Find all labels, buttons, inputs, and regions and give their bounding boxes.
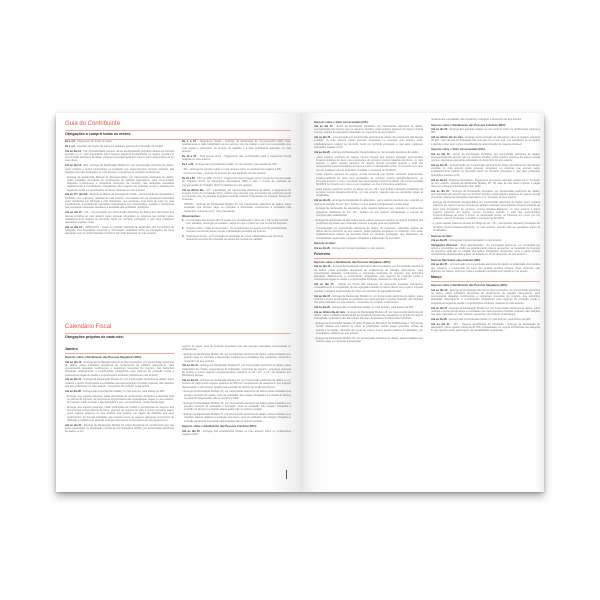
obligation-entry: - Entrega da Declaração Modelo 45, por transmissão eletrónica de dados pelas entidades que prestem serviços de saúde, caso as entidades não estejam obrigadas à emissão de faturas ou estando dispensadas não as tenham emitido. <box>182 390 291 400</box>
obligation-entry: - Entrega da Declaração Recapitulativa por transmissão eletrónica de dados pelos sujeitos passivos do regime normal mensal que tenham efetuado transmissões intracomunitárias de bens e/ou prestações de serviços noutros Estados-Membros, no mês anterior e pelos sujeitos passivos do regime normal trimestral quando o total das transmissões intracomunitárias de bens a incluir na declaração tenha, no trimestre em curso (ou em qualquer mês do trimestre), excedido o montante de 50.000 €. <box>431 201 540 221</box>
obligation-entry: Até ao último dia - IUC - Liquidação, por transmissão eletrónica de dados, e pagamento do Imposto Único de Circulação (IUC), relativo aos veículos cujo aniversário da matrícula ocorra no presente mês. As pessoas singulares poderão solicitar a liquidação em qualquer Serviço de Finanças. <box>182 188 292 202</box>
obligation-entry: - Imposto do Selo - Entrega do imposto do selo liquidado no mês anterior. <box>182 172 267 176</box>
tax-heading: Imposto Municipal sobre Imóveis (IMI): <box>431 259 481 263</box>
obligation-entry: Até ao dia 31 - Entrega da Declaração Modelo 10, pelas devedoras de rendimentos que não forem declarados na declaração mensal de remunerações (DMR), por transmissão eletrónica de dados ou em <box>65 423 174 434</box>
obligation-entry: Até ao dia 10 - Envio da Declaração Periódica, por transmissão eletrónica de dados, acompanhada dos anexos que se mostrem devidos, pelos sujeitos passivos do regime normal mensal, relativa às operações efetuadas em dezembro do ano anterior. <box>431 152 540 163</box>
left-s1-col1 <box>65 140 174 243</box>
obligation-entry: Até ao dia 20 - Entrega das importâncias retidas, no mês anterior, para efeitos de IRS. <box>314 305 414 309</box>
tax-heading: Imposto sobre o Valor Acrescentado (IVA): <box>431 148 486 152</box>
obligation-entry: De 1 a 8 - Pagamento do fundo de caixa. <box>65 140 113 143</box>
obligation-entry: Até ao dia 20 - Entrega das importâncias retidas, no mês anterior, para efeitos de IRS. <box>431 317 531 321</box>
obligation-entry: - Entrega, aos sujeitos passivos, pelas devedoras de rendimentos obrigados à retenção total ou parcial do imposto, de documento comprovativo das importâncias pagas no ano anterior, do imposto retido na fonte e das deduções a que, eventualmente, tenha havido lugar. <box>65 394 174 405</box>
month-heading-janeiro: Janeiro <box>65 347 78 351</box>
divider <box>65 130 291 131</box>
obligation-entry: Até ao dia 20 - Entrega das importâncias retidas, no mês anterior, para efeitos do IRS. <box>65 389 165 393</box>
month-heading-marco: Março <box>431 275 442 280</box>
obligation-entry: suporte de papel, para as pessoas singulares que não exerçam atividades empresariais ou profissionais. <box>182 345 291 352</box>
obligation-entry: Até ao dia 31 - IRS - Regime simplificado de tributação - Entrega da declaração de alterações, pelos sujeitos passivos de IRS, enquadrados no regime simplificado da categoria B, que queiram optar pelo regime da contabilidade organizada. <box>431 322 540 333</box>
obligation-entry: Até ao dia 31 - Entrega da declaração de alterações, pelos sujeitos passivos que, estando no regime de isenção do art.º 53.º, tenham no ano anterior ultrapassado o limite legal. <box>314 199 423 206</box>
obligation-entry: - IRC - Entrega do imposto retido no mês anterior sobre os rendimentos sujeitos a IRC. <box>182 167 283 171</box>
section-title-calendario: Calendário Fiscal <box>65 324 112 330</box>
booklet-spread <box>56 113 544 492</box>
obligation-entry: - Entrega da Declaração Modelo 47, por transmissão eletrónica de dados, pelas entidades que recebam valores relativos a encargos com lares, caso as entidades não estejam obrigadas à emissão de faturas ou estando dispensadas não as tenham emitido. <box>182 413 291 423</box>
obligation-entry: rendimentos a entidades não residentes, referente a dezembro do ano anterior. <box>431 118 523 121</box>
obligation-entry: Até ao dia 10 - Entrega da Declaração Mensal de Remunerações, por transmissão eletrónica de dados, pelas entidades devedoras de rendimentos de trabalho dependente, para comunicação daqueles rendimentos e respetivas retenções de imposto, das deduções efetuadas relativamente a contribuições obrigatórias para regimes de proteção social e subsistemas legais de saúde e a quotizações sindicais, relativas ao mês anterior. <box>431 288 540 305</box>
obligation-entry: Até ao dia 20 - Entrega do imposto liquidado no mês anterior. <box>314 246 386 250</box>
tax-heading: Imposto sobre o Rendimento das Pessoas Singulares (IRS): <box>314 261 391 265</box>
obligation-entry: - Entrega da Declaração Modelo 43 pelos Órgãos do Ministério da Solidariedade e Segurança Social, relativa aos valores de todas as prestações sociais pagas (pensões, bolsas de estudo e formação, subsídios de renda de casa e outros apoios públicos à habitação), por beneficiário, relativas ao ano anterior. <box>314 322 423 335</box>
obligation-entry: - pelos sujeitos passivos isentos ao abrigo do art.º 53.º, que tenham efetuado prestações de serviços noutros Estados-Membros, no mês anterior, quando nele as operações sejam aí localizadas. <box>314 187 423 198</box>
obligation-entry: Até ao dia 15 - Entrega da Declaração Periódica, por transmissão eletrónica de dados, acompanhada dos anexos que se mostrem devidos, pelos sujeitos passivos do regime normal trimestral, relativa às operações efetuadas no 4.º trimestre do ano anterior. <box>431 189 540 200</box>
obligation-entry: - Entrega da declaração de alterações pelos sujeitos passivos sujeitos ao regime forfetário dos produtores agrícolas que pretendam exercer a opção pela sua aplicação. <box>314 218 423 225</box>
section-title-guia: Guia do Contribuinte <box>65 121 121 127</box>
obligation-entry: Até ao dia 10 - Entrega da Declaração Mensal de Remunerações, por transmissão eletrónica de dados, pelas entidades devedoras de rendimentos de trabalho dependente, para comunicação daqueles rendimentos e respetivas retenções de imposto, das deduções efetuadas relativamente a contribuições obrigatórias para regimes de proteção social e subsistemas legais de saúde e a quotizações sindicais, relativas ao mês anterior. <box>65 360 174 377</box>
obligation-entry: - Entrega da declaração de alterações pelos sujeitos passivos que, estando no regime dos pequenos retalhistas do art.º 60.º, tenham no ano anterior ultrapassado o volume de compras nele estabelecido. <box>314 207 423 217</box>
observations-title: Observações: <box>182 213 201 218</box>
obligation-entry: Até ao dia 15 - Entrega da Declaração Modelo 11, por transmissão eletrónica de dados, pelos notários e outros funcionários ou entidades que desempenhem funções notariais, das relações dos atos praticados no mês anterior, suscetíveis de produzir rendimentos. <box>431 306 541 316</box>
obligation-entry: - pelos sujeitos passivos do regime normal trimestral que tenham efetuado transmissões intracomunitárias de bens e/ou prestações de serviços noutros Estados-Membros, no trimestre anterior, e que o montante das transmissões intracomunitárias não tenha excedido 50.000 € no trimestre em curso ou em qualquer um dos 4 trimestres anteriores. <box>314 173 423 187</box>
obligation-entry: Obrigações Diversas - Bens abandonados - As sociedades anónimas, em comandita por ações e instituições de crédito ou parabancárias devem apresentar na repartição de finanças do respetivo sede até um relação das ações, obrigações, dividendos, juros e outros valores considerados abandonados a favor do Estado em 31 de dezembro do ano anterior. <box>431 243 540 257</box>
obligation-entry: Até ao dia 15 - Indicar no Portal das Finanças os elementos pessoais relevantes, nomeadamente a composição do seu agregado familiar no último dia do ano a que o imposto respeite, mediante autenticação de todos os membros do agregado familiar. <box>314 283 423 293</box>
observations-list <box>182 219 291 242</box>
right-col1 <box>314 118 423 345</box>
obligation-entry: - IRS/IRC - Entrega da Declaração Modelo 30, por transmissão eletrónica de dados, pelas entidades que tenham pago ou colocado à disposição rendimentos a entidades não residentes, referente ao 2.º mês precedente. <box>182 203 291 213</box>
obligation-entry: Até ao dia 20 - Entrega das quantias retidas no mês anterior sobre os rendimentos sujeitos a IRC. <box>431 128 540 135</box>
left-s2-col2 <box>182 345 291 438</box>
tax-heading: Imposto sobre o Valor Acrescentado (IVA): <box>314 120 369 124</box>
obligation-entry: Até ao dia 15 - Regimes Periódicos - Pagamento do imposto apurado, relativo ao 4.º trimestre do ano anterior, através da declaração Modelo P2. No caso de não haver imposto a pagar deve ser entregue a declaração mod. 1093. <box>431 178 540 189</box>
tax-heading: Imposto sobre o Rendimento das Pessoas Singulares (IRS): <box>431 284 508 288</box>
tax-heading: Imposto sobre o Rendimento das Pessoas Coletivas (IRC): <box>431 123 506 127</box>
left-s1-col2 <box>182 140 291 243</box>
obligation-entry: Até ao 15.º dia útil - Reporte ao Banco de Portugal do COPE - Comunicação de Operações e Posições com o Exterior, relativas ao mês anterior, executadas com as transações efetuadas entre residentes em Portugal e não residentes, que envolvam uma troca de valor ou uma transferência, à exceção de operações relacionadas com deslocações, estadas e transportes que constituam despesas auxiliares à atividade das entidades residentes. <box>65 193 175 210</box>
obligation-entry: Até ao dia 31 - Entrega da Declaração Modelo 37, por transmissão eletrónica de dados, pelas instituições de crédito, cooperativas de habitação, empresas de seguros, empresas gestoras de fundos e outros regimes complementares referidos no art.º 16.º e 21.º do Estatuto dos Benefícios Fiscais. <box>182 364 291 378</box>
divider <box>431 281 540 282</box>
obligation-entry: - Entrega da Declaração Modelo 30, por transmissão eletrónica de dados, pelas entidades que tenham pago ou colocado à disposição rendimentos a entidades não residentes, referente a novembro do ano anterior. <box>182 353 291 363</box>
obligation-entry: De 1 a 20 - Entrega das importâncias retidas, no mês anterior, para efeitos de IRS. <box>182 162 278 166</box>
divider <box>65 353 174 354</box>
obligation-entry: Até ao último dia do mês - Entrega da Declaração Modelo 25, por transmissão eletrónica de dados, pelas entidades beneficiárias de donativos fiscalmente relevantes no âmbito do regime consagrado no Estatuto dos Benefícios Fiscais e do Estatuto do Mecenato Científico. <box>314 310 423 321</box>
tax-heading: Imposto sobre o Rendimento das Pessoas Coletivas (IRC): <box>182 425 257 429</box>
obligation-entry: De 10 a 20 - FCT ou (ME) e FGCT - Pagamento das entregas para o Fundo de Compensação do Trabalho (FCT) ou Mecanismo Equivalente (ME) e para o Fundo de Garantia de Compensação do Trabalho (FGCT) relativas ao mês anterior. <box>182 177 291 187</box>
obligation-entry: De 1 a 10 - Segurança Social - Entrega da declaração de remunerações (DR) onde, relativamente a cada trabalhador ao seu serviço, tem de indicar o valor da remuneração que está sujeita a descontos, os tempos de trabalho e a taxa contributiva aplicável, no mês anterior. <box>182 140 291 153</box>
obligation-entry: De 10 a 20 - Taxa Social Única - Pagamento das contribuições para a Segurança Social relativas ao mês anterior. <box>182 154 291 161</box>
right-page <box>300 113 544 492</box>
obligation-entry: Até ao dia 31 - Entrega da Declaração Modelo 44, por transmissão eletrónica de dados ou em suporte de papel pelos sujeitos passivos de IRS com rendimentos da categoria F que estejam dispensados e não tenham optado pela emissão de recibos de renda eletrónicos. <box>182 379 291 389</box>
month-heading-fevereiro: Fevereiro <box>314 251 331 256</box>
obligation-entry: - Entrega, aos sujeitos passivos, pelas instituições de crédito e companhias de seguros dos documentos comprovativos de juros, prémios de seguros de vida e outros encargos pagos pelos sujeitos passivos no ano anterior que possam ser objeto de dedução aos seus rendimentos. As demais entidades que recebam juros ou paguem despesas suscetíveis de dedução ou abatimento deverão entregar documento comprovativo de tais pagamentos. <box>65 405 174 422</box>
obligation-entry: Até ao dia 10 - IVA - Periodicidade mensal - Envio da declaração periódica relativa ao imposto apurado no 2.º mês precedente pelos sujeitos passivos enquadrados no regime normal por transmissão eletrónica de dados (Internet) acompanhada dos anexos nela mencionados se for caso disso. <box>65 149 174 163</box>
obligation-entry: Até ao dia 15 - Comunicação por transmissão eletrónica de dados dos elementos das faturas emitidas no mês anterior pelas pessoas singulares ou coletivas que tenham sede, estabelecimento estável ou domicílio fiscal em território português e que aqui pratiquem operações sujeitas a IVA. <box>431 163 540 177</box>
tax-heading: Imposto sobre o Rendimento das Pessoas Singulares (IRS): <box>65 356 142 360</box>
obligation-entry: - pelos sujeitos passivos do regime normal mensal que tenham efetuado transmissões intracomunitárias de bens e/ou prestações de serviços noutros Estados-Membros, no mês anterior, e pelos sujeitos passivos do regime normal trimestral quando o total das transmissões intracomunitárias de bens a incluir na declaração tenha, no trimestre em curso (ou em qualquer mês do trimestre), excedido o montante de 50.000 €. <box>314 155 423 172</box>
obligation-entry: - e, pelos sujeitos passivos isentos ao abrigo do art.º 53.º, que tenham efetuado prestações de serviços noutros Estados-Membros, no mês anterior, quando nele as operações sejam aí localizadas. <box>431 222 540 232</box>
obligation-entry: Até ao dia 15 - Comunicação por transmissão eletrónica de dados ou titularidade dos prédios que integram o consumidor de bens dos prédios prédios urbanos (fixos urbanos), não definidos na viatura, tendo em vista a avaliação municipal com efeitos a 1 de janeiro. <box>431 263 540 273</box>
subtitle-monthly-specific: Obrigações próprias de cada mês: <box>65 335 124 339</box>
obligation-entry: Até ao último dia do mês - Entrega da Declaração de Alterações para os sujeitos passivos de IRC, cujo período de tributação não coincida com o ano civil, que verifiquem as condições e queiram optar pelo regime simplificado de determinação do matéria coletável. <box>431 136 540 146</box>
obligation-entry: De 1 a 9 - Depósito de fundos de caixa em qualquer agência de instituição de crédito. <box>65 144 164 148</box>
obligation-entry: Até ao dia 15 - Entrega da Declaração Modelo 11, por transmissão eletrónica de dados, pelos notários e outros funcionários ou entidades que desempenhem funções notariais, das relações dos atos praticados no mês anterior, suscetíveis de produzir rendimentos. <box>65 378 175 388</box>
observation-item: 1. Na indicação dos prazos não foi levado em consideração o facto de o último dia coincidir com sábados, domingos ou feriados, casos em que o prazo termina no dia útil seguinte. <box>182 219 289 226</box>
obligation-entry: - Entrega da Declaração Modelo 39, por transmissão eletrónica de dados, pelas entidades que tenham pago ou colocado à disposição <box>314 336 423 343</box>
obligation-entry: Até ao dia 15 - Entrega da Declaração Modelo 11, por transmissão eletrónica de dados, pelos notários e outros funcionários ou entidades que desempenhem funções notariais, das relações dos atos praticados no mês anterior, suscetíveis de produzir rendimentos. <box>314 294 424 305</box>
obligation-entry: Até ao dia 20 - Entrega das importâncias retidas no mês anterior sobre os rendimentos sujeitos a IRC. <box>182 429 291 436</box>
obligation-entry: Até ao dia 15 - INTRASTAT - Envio ao Instituto Nacional de Estatística dos formulários de Chegada e/ou Expedição contendo a informação estatística sobre as transações de bens efetuadas com os outros Estados-membros da União Europeia no mês anterior. <box>65 225 174 236</box>
obligation-entry: Até ao dia 15 - IVA - Comunicação por transmissão eletrónica de dados dos elementos das faturas emitidas no mês anterior pelas pessoas singulares ou coletivas que tenham sede, estabelecimento estável ou domicílio fiscal em território português e que aqui pratiquem operações sujeitas a IVA. <box>65 211 174 225</box>
obligation-entry: Até ao dia 20 - Entrega da Declaração Recapitulativa por transmissão eletrónica de dados: <box>314 150 420 154</box>
tax-heading: Imposto do Selo: <box>431 234 453 238</box>
divider <box>314 258 423 259</box>
obligation-entry: Até ao dia 10 - Entrega da Declaração Mensal de Remunerações, por transmissão eletrónica de dados, pelas entidades devedoras de rendimentos de trabalho dependente, para comunicação daqueles rendimentos e respetivas retenções de imposto, das deduções efetuadas relativamente a contribuições obrigatórias para regimes de proteção social e subsistemas legais de saúde e a quotizações sindicais, relativas ao mês anterior. <box>314 265 423 282</box>
right-col2 <box>431 118 540 345</box>
obligation-entry: - Comunicação por transmissão eletrónica de dados, do inventário valorizado relativo ao último dia do exercício do ano anterior, pelas pessoas singulares ou coletivas, com sede, estabelecimento estável ou domicílio fiscal em território português, que disponham de contabilidade organizada e estejam obrigadas à elaboração do inventário. <box>314 226 423 240</box>
obligation-entry: Até ao dia 15 - IRS - Entrega da Declaração Modelo 11, por transmissão eletrónica de dados, pelos notários e outros funcionários ou entidades que desempenhem funções notariais, das relações dos atos praticados no mês anterior, suscetíveis de produzir rendimentos. <box>65 164 174 174</box>
obligation-entry: - Entrega da Declaração Mensal de Remunerações, por transmissão eletrónica de dados, pelas entidades devedoras de rendimentos de trabalho dependente, para comunicação daqueles rendimentos e respetivas retenções de imposto, das deduções efetuadas relativamente a contribuições obrigatórias para regimes de proteção social e subsistemas legais de saúde e a quotizações sindicais, relativas ao mês anterior. <box>65 175 174 192</box>
left-s2-col1 <box>65 345 174 438</box>
obligation-entry: Até ao dia 20 - Entrega do imposto liquidado no mês anterior. <box>431 238 503 242</box>
tax-heading: Imposto do Selo: <box>314 242 336 246</box>
obligation-entry: Até ao dia 10 - Envio da Declaração Periódica, por transmissão eletrónica de dados, acompanhada dos anexos que se mostrem devidos, pelos sujeitos passivos do regime normal mensal, relativa às operações efetuadas em novembro do ano anterior. <box>314 124 423 135</box>
divider <box>65 333 291 334</box>
observation-item: 2. Imposto sobre o Valor Acrescentado - Os contribuintes do regime normal (periodicidade mensal e trimestral) devem enviar a declaração periódica via Internet. <box>182 227 287 234</box>
observation-item: 3. Segurança Social - Comunicação de admissão de novos trabalhadores até 24 horas anteriores ao início da produção de efeitos do contrato de trabalho. <box>182 235 284 242</box>
left-page <box>56 113 300 492</box>
obligation-entry: - Entrega da Declaração Modelo 46, por transmissão eletrónica de dados pelas entidades que prestem serviços de educação e formação, caso as entidades não estejam obrigadas à emissão de faturas ou estando dispensadas não as tenham emitido. <box>182 401 291 412</box>
obligation-entry: Até ao dia 15 - Comunicação por transmissão eletrónica de dados dos elementos das faturas emitidas no mês anterior pelas pessoas singulares ou coletivas que tenham sede, estabelecimento estável ou domicílio fiscal em território português e que aqui pratiquem operações sujeitas a IVA. <box>314 136 423 149</box>
subtitle-monthly-obligations: Obrigações a cumprir todos os meses: <box>65 132 132 136</box>
page-marker <box>286 470 287 479</box>
